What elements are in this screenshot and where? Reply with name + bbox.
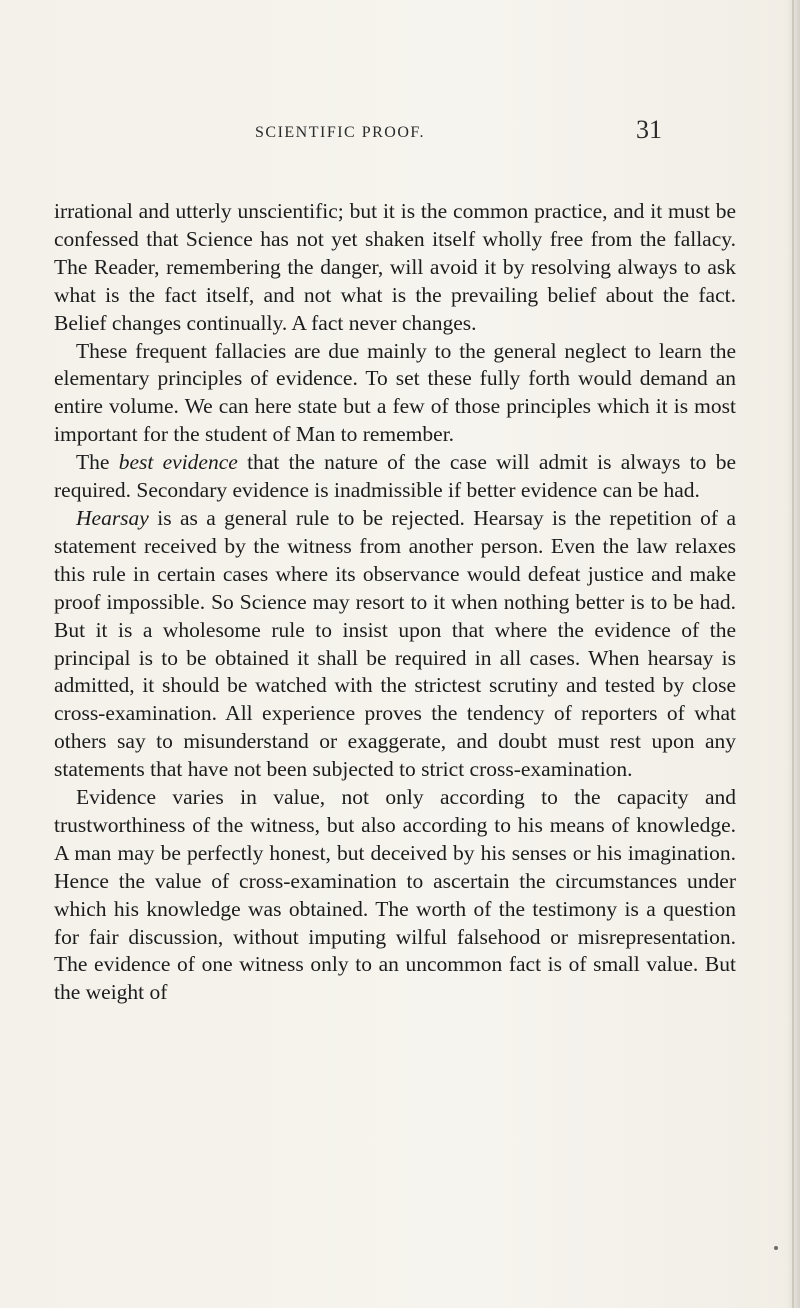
paragraph-4 bbox=[54, 505, 736, 784]
paragraph-3 bbox=[54, 449, 736, 505]
paragraph-2 bbox=[54, 338, 736, 450]
paragraph-1-text: irrational and utterly unscientific; but it is the common practice, and it must be confessed that Science has not yet shaken itself wholly free from the fallacy. The Reader, remembering the danger, will avoid it by resolving always to ask what is the fact itself, and not what is the prevailing belief about the fact. Belief changes continually. A fact never changes. bbox=[54, 199, 736, 335]
paragraph-5-text: Evidence varies in value, not only according to the capacity and trustworthiness of the witness, but also according to his means of knowledge. A man may be perfectly honest, but deceived by his senses or his imagination. Hence the value of cross-examination to ascertain the circumstances under which his knowledge was obtained. The worth of the testimony is a question for fair discussion, without imputing wilful falsehood or misrepresentation. The evidence of one witness only to an uncommon fact is of small value. But the weight of bbox=[54, 785, 736, 1005]
paragraph-4-post: is as a general rule to be rejected. Hearsay is the repetition of a statement received by the witness from another person. Even the law relaxes this rule in certain cases where its observance would defeat justice and make proof impossible. So Science may resort to it when nothing better is to be had. But it is a wholesome rule to insist upon that where the evidence of the principal is to be obtained it shall be required in all cases. When hearsay is admitted, it should be watched with the strictest scrutiny and tested by close cross-examination. All experience proves the tendency of reporters of what others say to misunderstand or exaggerate, and doubt must rest upon any statements that have not been subjected to strict cross-examination. bbox=[54, 505, 736, 782]
page-edge-shadow bbox=[786, 0, 800, 1308]
paragraph-1 bbox=[54, 198, 736, 338]
paragraph-4-emphasis: Hearsay bbox=[76, 505, 149, 530]
paragraph-3-emphasis: best evidence bbox=[118, 450, 238, 475]
paragraph-5 bbox=[54, 784, 736, 1007]
paragraph-3-pre: The bbox=[76, 450, 119, 475]
running-head: SCIENTIFIC PROOF. bbox=[255, 124, 426, 141]
print-speck bbox=[774, 1246, 778, 1250]
page-number: 31 bbox=[636, 115, 662, 144]
paragraph-3-post: that the nature of the case will admit is always to be required. Secondary evidence is inadmissible if better evidence can be had. bbox=[54, 450, 736, 503]
paragraph-2-text: These frequent fallacies are due mainly to the general neglect to learn the elementary principles of evidence. To set these fully forth would demand an entire volume. We can here state but a few of those principles which it is most important for the student of Man to remember. bbox=[54, 338, 736, 447]
body-text bbox=[54, 198, 736, 1007]
page-header bbox=[0, 115, 800, 178]
